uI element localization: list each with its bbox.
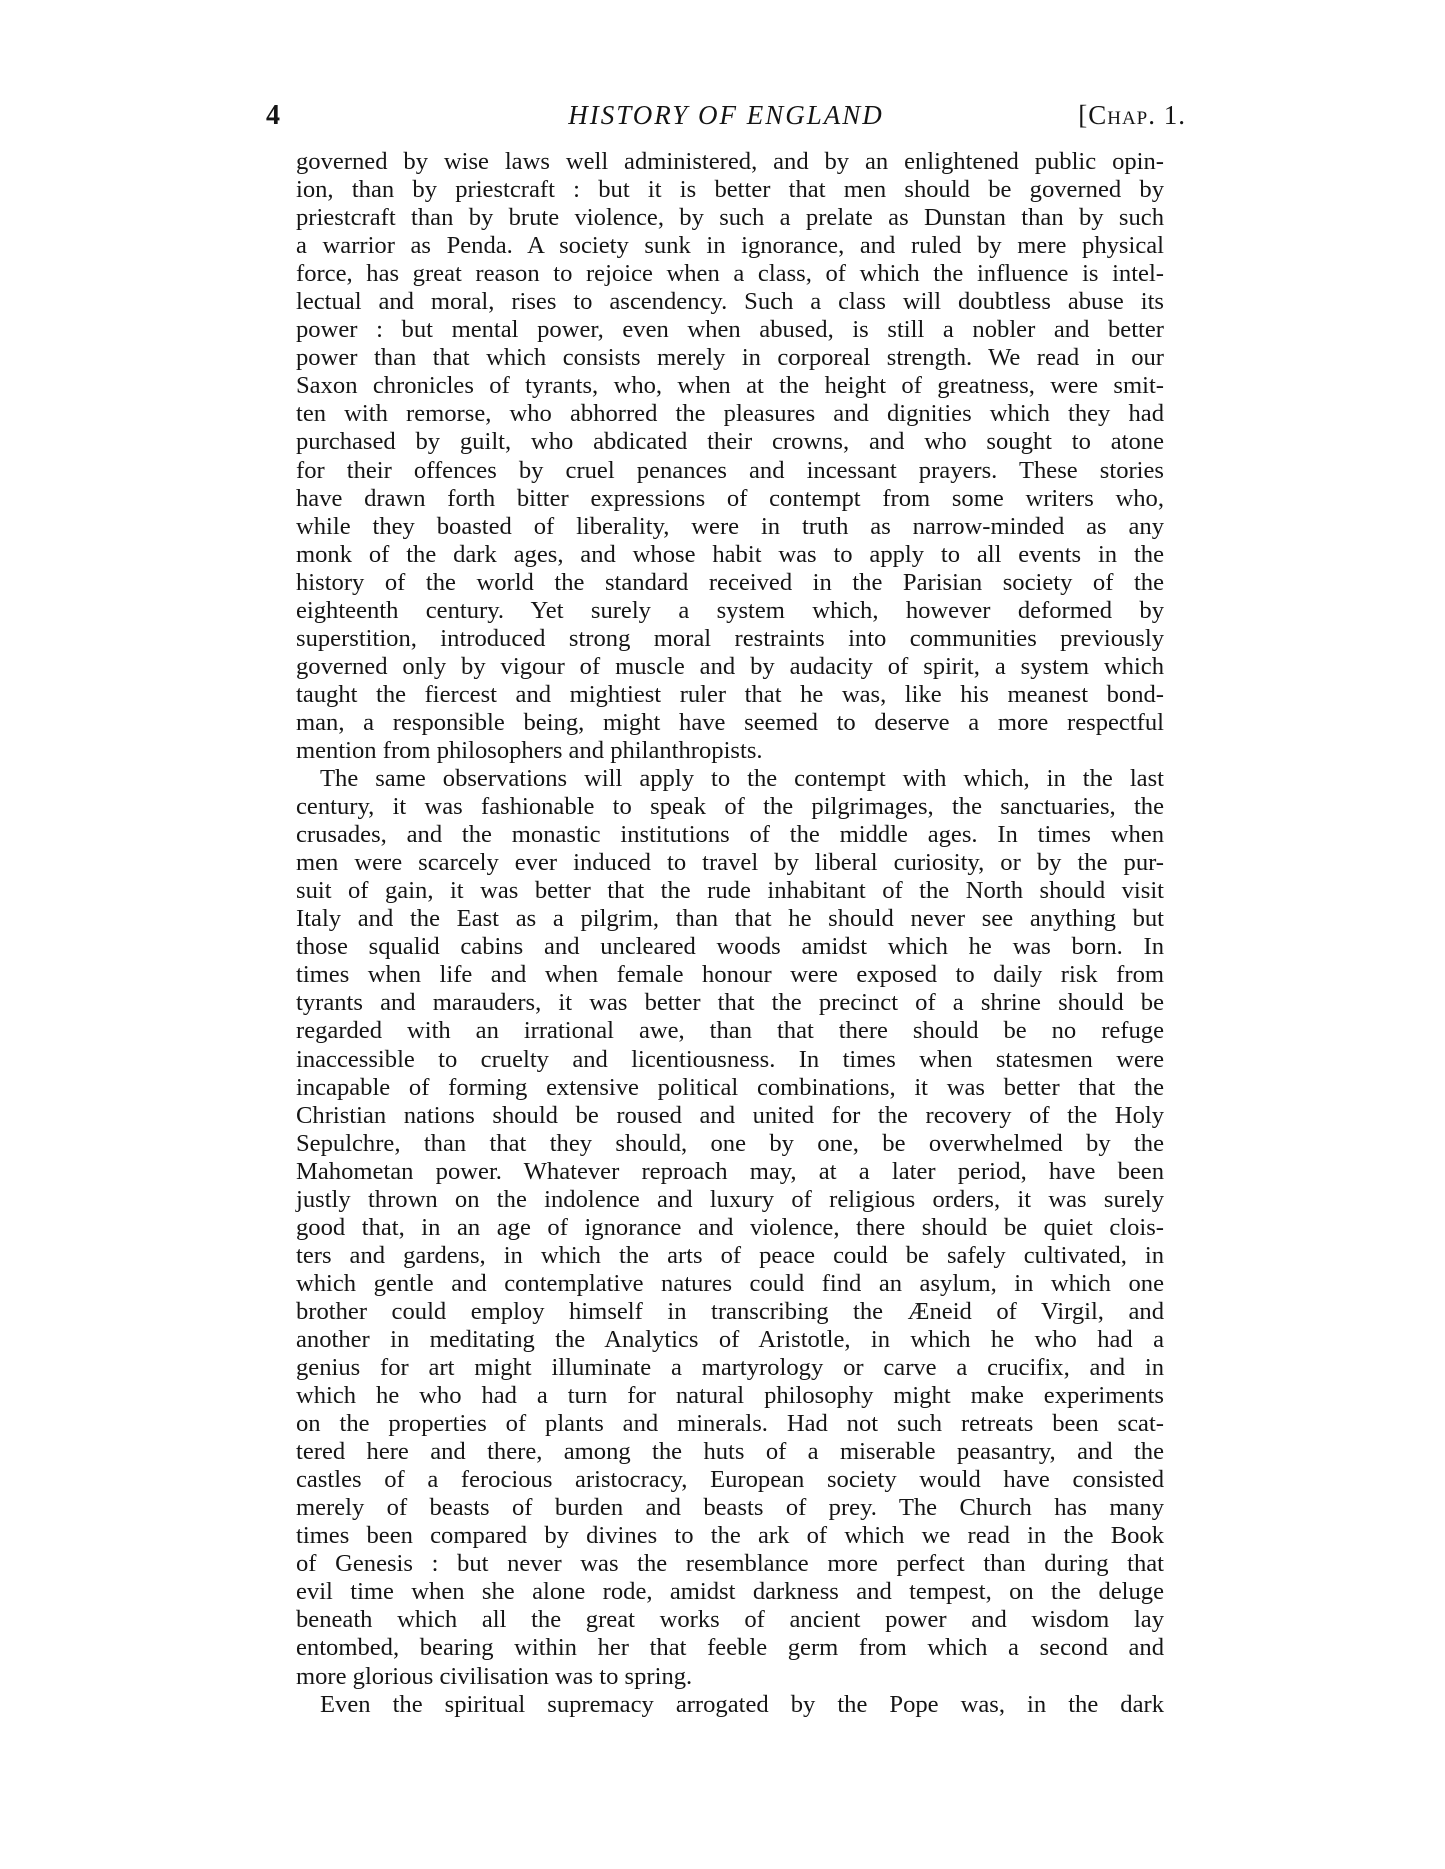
- text-line: on the properties of plants and minerals. Had not such retreats been scat-: [296, 1410, 1164, 1438]
- text-line: inaccessible to cruelty and licentiousness. In times when statesmen were: [296, 1045, 1164, 1073]
- text-line: which he who had a turn for natural philosophy might make experiments: [296, 1382, 1164, 1410]
- text-line: while they boasted of liberality, were in truth as narrow-minded as any: [296, 512, 1164, 540]
- text-line: governed by wise laws well administered, and by an enlightened public opin-: [296, 148, 1164, 175]
- text-line: monk of the dark ages, and whose habit was to apply to all events in the: [296, 540, 1164, 568]
- text-line: history of the world the standard received in the Parisian society of the: [296, 568, 1164, 596]
- paragraph: [296, 1691, 1164, 1719]
- text-line: Even the spiritual supremacy arrogated by the Pope was, in the dark: [320, 1690, 1164, 1718]
- text-line: man, a responsible being, might have seemed to deserve a more respectful: [296, 708, 1164, 736]
- text-line: evil time when she alone rode, amidst darkness and tempest, on the deluge: [296, 1578, 1164, 1606]
- text-line: taught the fiercest and mightiest ruler that he was, like his meanest bond-: [296, 680, 1164, 708]
- text-line: mention from philosophers and philanthropists.: [296, 736, 763, 764]
- text-line: ten with remorse, who abhorred the pleasures and dignities which they had: [296, 400, 1164, 428]
- chapter-reference: [Chap. 1.: [1078, 100, 1186, 130]
- text-line: entombed, bearing within her that feeble germ from which a second and: [296, 1634, 1164, 1662]
- text-line: lectual and moral, rises to ascendency. Such a class will doubtless abuse its: [296, 288, 1164, 316]
- text-line: have drawn forth bitter expressions of contempt from some writers who,: [296, 484, 1164, 512]
- paragraph: [296, 148, 1164, 765]
- text-line: for their offences by cruel penances and incessant prayers. These stories: [296, 456, 1164, 484]
- text-line: beneath which all the great works of ancient power and wisdom lay: [296, 1606, 1164, 1634]
- text-line: more glorious civilisation was to spring.: [296, 1662, 693, 1690]
- text-line: genius for art might illuminate a martyrology or carve a crucifix, and in: [296, 1354, 1164, 1382]
- text-line: ion, than by priestcraft : but it is better that men should be governed by: [296, 176, 1164, 204]
- text-line: brother could employ himself in transcribing the Æneid of Virgil, and: [296, 1297, 1164, 1325]
- text-line: a warrior as Penda. A society sunk in ignorance, and ruled by mere physical: [296, 232, 1164, 260]
- text-line: Christian nations should be roused and united for the recovery of the Holy: [296, 1101, 1164, 1129]
- text-line: century, it was fashionable to speak of the pilgrimages, the sanctuaries, the: [296, 793, 1164, 821]
- text-line: justly thrown on the indolence and luxury of religious orders, it was surely: [296, 1185, 1164, 1213]
- text-line: those squalid cabins and uncleared woods amidst which he was born. In: [296, 933, 1164, 961]
- text-line: force, has great reason to rejoice when a class, of which the influence is intel-: [296, 260, 1164, 288]
- text-line: Sepulchre, than that they should, one by one, be overwhelmed by the: [296, 1129, 1164, 1157]
- text-line: another in meditating the Analytics of Aristotle, in which he who had a: [296, 1325, 1164, 1353]
- running-title: HISTORY OF ENGLAND: [568, 100, 884, 130]
- text-line: eighteenth century. Yet surely a system which, however deformed by: [296, 596, 1164, 624]
- text-line: power than that which consists merely in corporeal strength. We read in our: [296, 344, 1164, 372]
- text-line: of Genesis : but never was the resemblance more perfect than during that: [296, 1550, 1164, 1578]
- text-line: merely of beasts of burden and beasts of prey. The Church has many: [296, 1494, 1164, 1522]
- text-line: tyrants and marauders, it was better that the precinct of a shrine should be: [296, 989, 1164, 1017]
- text-line: governed only by vigour of muscle and by audacity of spirit, a system which: [296, 652, 1164, 680]
- paragraph: [296, 765, 1164, 1691]
- text-line: regarded with an irrational awe, than that there should be no refuge: [296, 1017, 1164, 1045]
- text-line: times when life and when female honour were exposed to daily risk from: [296, 961, 1164, 989]
- text-line: The same observations will apply to the contempt with which, in the last: [320, 765, 1164, 793]
- text-line: purchased by guilt, who abdicated their crowns, and who sought to atone: [296, 428, 1164, 456]
- text-line: castles of a ferocious aristocracy, European society would have consisted: [296, 1466, 1164, 1494]
- text-line: which gentle and contemplative natures could find an asylum, in which one: [296, 1269, 1164, 1297]
- running-head: [266, 100, 1186, 140]
- text-line: Italy and the East as a pilgrim, than that he should never see anything but: [296, 905, 1164, 933]
- text-line: Mahometan power. Whatever reproach may, at a later period, have been: [296, 1157, 1164, 1185]
- text-line: ters and gardens, in which the arts of peace could be safely cultivated, in: [296, 1241, 1164, 1269]
- text-line: times been compared by divines to the ark of which we read in the Book: [296, 1522, 1164, 1550]
- text-line: incapable of forming extensive political combinations, it was better that the: [296, 1073, 1164, 1101]
- page-number: 4: [266, 100, 281, 131]
- text-line: power : but mental power, even when abused, is still a nobler and better: [296, 316, 1164, 344]
- text-line: suit of gain, it was better that the rude inhabitant of the North should visit: [296, 877, 1164, 905]
- text-line: priestcraft than by brute violence, by such a prelate as Dunstan than by such: [296, 204, 1164, 232]
- text-line: Saxon chronicles of tyrants, who, when at the height of greatness, were smit-: [296, 372, 1164, 400]
- text-line: good that, in an age of ignorance and violence, there should be quiet clois-: [296, 1213, 1164, 1241]
- text-line: crusades, and the monastic institutions of the middle ages. In times when: [296, 821, 1164, 849]
- text-line: tered here and there, among the huts of a miserable peasantry, and the: [296, 1438, 1164, 1466]
- body-text: [296, 148, 1164, 1719]
- text-line: men were scarcely ever induced to travel by liberal curiosity, or by the pur-: [296, 849, 1164, 877]
- text-line: superstition, introduced strong moral restraints into communities previously: [296, 624, 1164, 652]
